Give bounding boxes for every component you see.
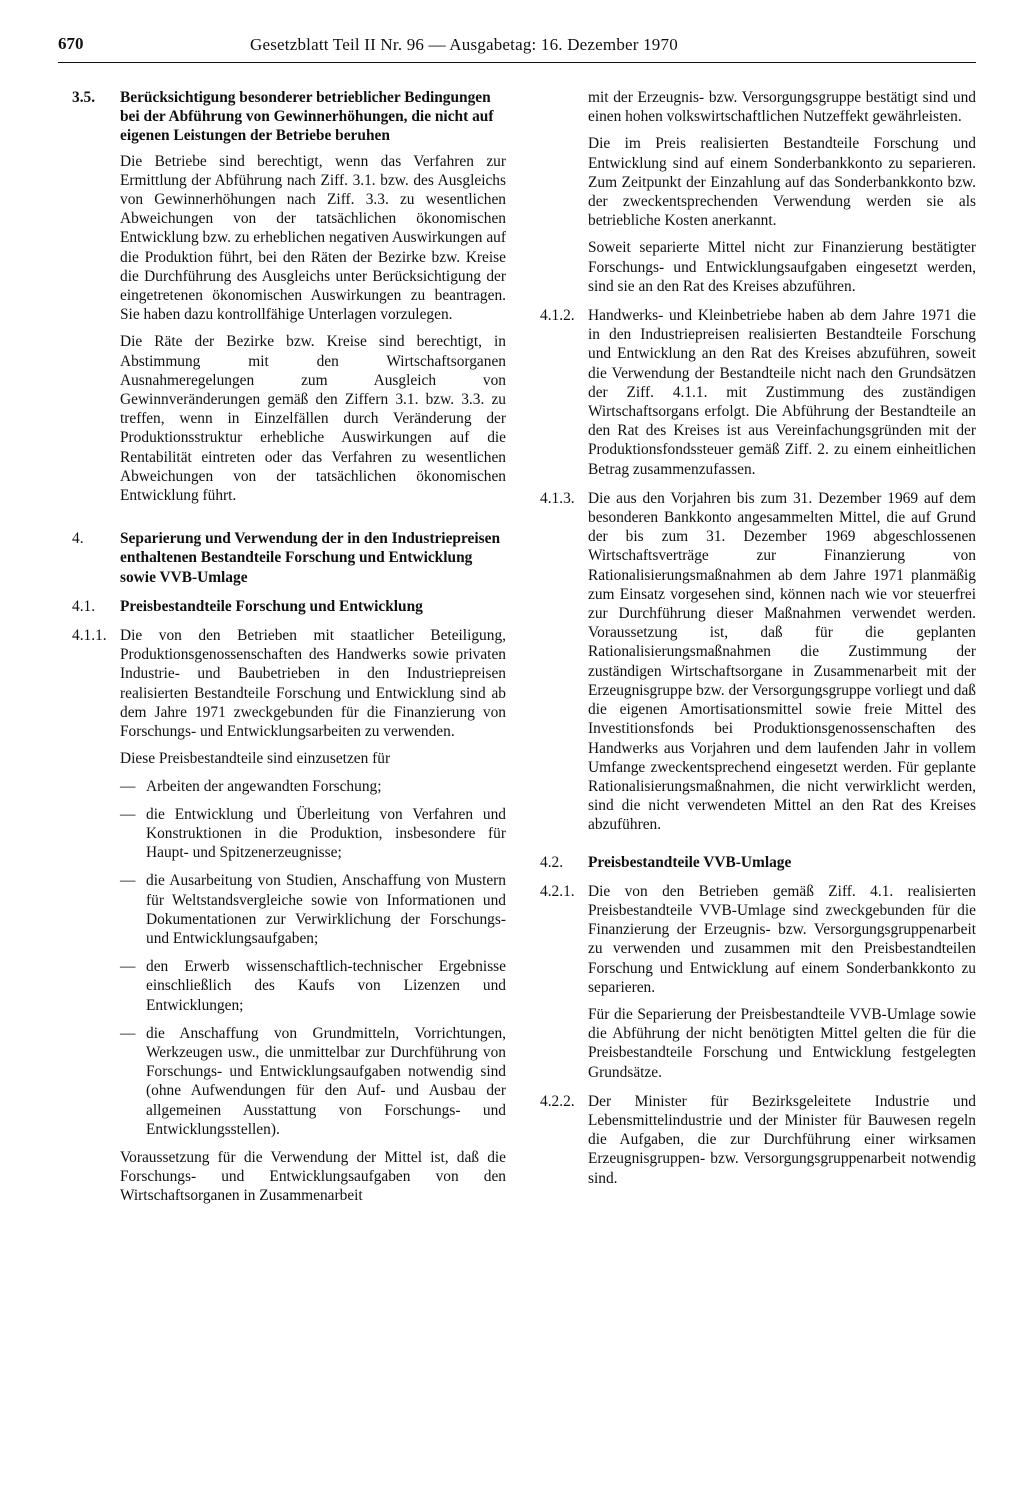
section-number: 4. (72, 530, 84, 548)
list-item-text: die Ausarbeitung von Studien, Anschaffung von Mustern für Weltstandsvergleiche sowie von Informationen und Dokumentationen zur Verwirklichung der Forschungs- und Entwicklungsaufgaben; (146, 872, 506, 947)
section-3-5 (72, 88, 506, 505)
list-item (120, 805, 506, 863)
section-number: 4.1. (72, 597, 96, 615)
list-item-text: die Anschaffung von Grundmitteln, Vorrichtungen, Werkzeugen usw., die unmittelbar zur Durchführung von Forschungs- und Entwicklungsaufgaben notwendig sind (ohne Aufwendungen für den Auf- und Ausbau der allgemeinen Ausstattung von Forschungs- und Entwicklungsstellen). (146, 1024, 506, 1138)
section-4-1-1 (72, 626, 506, 1205)
list-item (120, 1024, 506, 1139)
section-4-1-2 (540, 306, 976, 479)
section-4-1 (72, 597, 506, 616)
section-4-2-2 (540, 1092, 976, 1188)
paragraph: Voraussetzung für die Verwendung der Mittel ist, daß die Forschungs- und Entwicklungsaufgaben von den Wirtschaftsorganen in Zusammenarbeit (120, 1148, 506, 1205)
section-4-1-1-continued (540, 88, 976, 296)
paragraph: mit der Erzeugnis- bzw. Versorgungsgruppe bestätigt sind und einen hohen volkswirtschaftlichen Nutzeffekt gewährleisten. (588, 89, 976, 126)
section-4-2-1 (540, 882, 976, 1082)
list-item (120, 777, 506, 796)
section-number: 4.2. (540, 853, 564, 871)
page-number: 670 (58, 34, 84, 53)
dash-bullet: — (120, 958, 136, 976)
measures-list (120, 777, 506, 1139)
paragraph: Die von den Betrieben mit staatlicher Beteiligung, Produktionsgenossenschaften des Handwerks sowie privaten Industrie- und Baubetrieben in den Industriepreisen realisierten Bestandteile Forschung und Entwicklung sind ab dem Jahre 1971 zweckgebunden für die Finanzierung von Forschungs- und Entwicklungsarbeiten zu verwenden. (120, 627, 506, 741)
section-4-1-3 (540, 489, 976, 835)
section-number: 4.2.1. (540, 882, 575, 900)
list-item-text: Arbeiten der angewandten Forschung; (146, 777, 382, 795)
section-heading: Berücksichtigung besonderer betrieblicher Bedingungen bei der Abführung von Gewinnerhöhungen, die nicht auf eigenen Leistungen der Betriebe beruhen (120, 89, 494, 145)
section-number: 4.1.3. (540, 489, 575, 507)
section-heading: Preisbestandteile Forschung und Entwicklung (120, 597, 423, 615)
dash-bullet: — (120, 777, 136, 795)
running-title: Gesetzblatt Teil II Nr. 96 — Ausgabetag: 16. Dezember 1970 (250, 35, 678, 54)
section-heading: Preisbestandteile VVB-Umlage (588, 853, 792, 871)
paragraph: Die von den Betrieben gemäß Ziff. 4.1. realisierten Preisbestandteile VVB-Umlage sind zweckgebunden für die Finanzierung der Erzeugnis- bzw. Versorgungsgruppenarbeit zu verwenden und zusammen mit den Preisbestandteilen Forschung und Entwicklung auf einem Sonderbankkonto zu separieren. (588, 882, 976, 996)
paragraph: Die Räte der Bezirke bzw. Kreise sind berechtigt, in Abstimmung mit den Wirtschaftsorganen Ausnahmeregelungen zum Ausgleich von Gewinnveränderungen gemäß den Ziffern 3.1. bzw. 3.3. zu treffen, wenn in Einzelfällen durch Veränderung der Produktionsstruktur erhebliche Auswirkungen auf die Rentabilität eintreten oder das Verfahren zu wesentlichen Abweichungen von der tatsächlichen ökonomischen Entwicklung führt. (120, 333, 506, 505)
paragraph: Die Betriebe sind berechtigt, wenn das Verfahren zur Ermittlung der Abführung nach Ziff. 3.1. bzw. des Ausgleichs von Gewinnerhöhungen nach Ziff. 3.3. zu wesentlichen Abweichungen von der tatsächlichen ökonomischen Entwicklung bzw. zu erheblichen negativen Auswirkungen auf die Produktion führt, bei den Räten der Bezirke bzw. Kreise die Durchführung des Ausgleichs unter Berücksichtigung der eingetretenen ökonomischen Auswirkungen zu beantragen. Sie haben dazu kontrollfähige Unterlagen vorzulegen. (120, 152, 506, 324)
section-4 (72, 529, 506, 587)
paragraph: Die im Preis realisierten Bestandteile Forschung und Entwicklung sind auf einem Sonderbankkonto zu separieren. Zum Zeitpunkt der Einzahlung auf das Sonderbankkonto bzw. der zweckentsprechenden Verwendung werden sie als betriebliche Kosten anerkannt. (588, 135, 976, 230)
section-4-2 (540, 853, 976, 872)
page-header (58, 32, 976, 63)
paragraph: Soweit separierte Mittel nicht zur Finanzierung bestätigter Forschungs- und Entwicklungsaufgaben eingesetzt werden, sind sie an den Rat des Kreises abzuführen. (588, 239, 976, 295)
list-item-text: den Erwerb wissenschaftlich-technischer Ergebnisse einschließlich des Kaufs von Lizenzen und Entwicklungen; (146, 958, 506, 1014)
section-number: 3.5. (72, 89, 96, 106)
list-item (120, 957, 506, 1015)
dash-bullet: — (120, 872, 136, 890)
paragraph: Für die Separierung der Preisbestandteile VVB-Umlage sowie die Abführung der nicht benötigten Mittel gelten die für die Preisbestandteile Forschung und Entwicklung festgelegten Grundsätze. (588, 1005, 976, 1081)
list-item-text: die Entwicklung und Überleitung von Verfahren und Konstruktionen in die Produktion, insbesondere für Haupt- und Spitzenerzeugnisse; (146, 805, 506, 862)
left-column (72, 88, 506, 1216)
section-heading: Separierung und Verwendung der in den Industriepreisen enthaltenen Bestandteile Forschung und Entwicklung sowie VVB-Umlage (120, 530, 501, 586)
list-item (120, 871, 506, 948)
right-column (540, 88, 976, 1198)
section-number: 4.1.1. (72, 627, 107, 645)
section-number: 4.2.2. (540, 1092, 575, 1110)
dash-bullet: — (120, 805, 136, 823)
list-intro: Diese Preisbestandteile sind einzusetzen für (120, 750, 391, 768)
dash-bullet: — (120, 1024, 136, 1042)
paragraph: Die aus den Vorjahren bis zum 31. Dezember 1969 auf dem besonderen Bankkonto angesammelten Mittel, die auf Grund der bis zum 31. Dezember 1969 abgeschlossenen Wirtschaftsverträge zur Finanzierung von Rationalisierungsmaßnahmen ab dem Jahre 1971 planmäßig zum Einsatz vorgesehen sind, können nach wie vor steuerfrei zur Durchführung dieser Maßnahmen verwendet werden. Voraussetzung ist, daß für die geplanten Rationalisierungsmaßnahmen die Zustimmung der zuständigen Wirtschaftsorgane in Zusammenarbeit mit der Erzeugnisgruppe bzw. der Versorgungsgruppe vorliegt und daß die eigenen Amortisationsmittel sowie freie Mittel des Investitionsfonds bei Produktionsgenossenschaften des Handwerks aus Vorjahren und dem laufenden Jahr in vollem Umfange zweckentsprechend eingesetzt werden. Für geplante Rationalisierungsmaßnahmen, die nicht verwirklicht werden, sind die nicht verwendeten Mittel an den Rat des Kreises abzuführen. (588, 489, 976, 834)
paragraph: Handwerks- und Kleinbetriebe haben ab dem Jahre 1971 die in den Industriepreisen realisierten Bestandteile Forschung und Entwicklung an den Rat des Kreises abzuführen, soweit die Verwendung der Bestandteile nicht nach den Grundsätzen der Ziff. 4.1.1. mit Zustimmung des zuständigen Wirtschaftsorgans erfolgt. Die Abführung der Bestandteile an den Rat des Kreises ist aus Vereinfachungsgründen mit der Produktionsfondssteuer gemäß Ziff. 2. zu einem einheitlichen Betrag zusammenzufassen. (588, 307, 976, 478)
section-number: 4.1.2. (540, 307, 575, 325)
paragraph: Der Minister für Bezirksgeleitete Industrie und Lebensmittelindustrie und der Minister für Bauwesen regeln die Aufgaben, die zur Durchführung einer wirksamen Erzeugnisgruppen- bzw. Versorgungsgruppenarbeit notwendig sind. (588, 1092, 976, 1187)
